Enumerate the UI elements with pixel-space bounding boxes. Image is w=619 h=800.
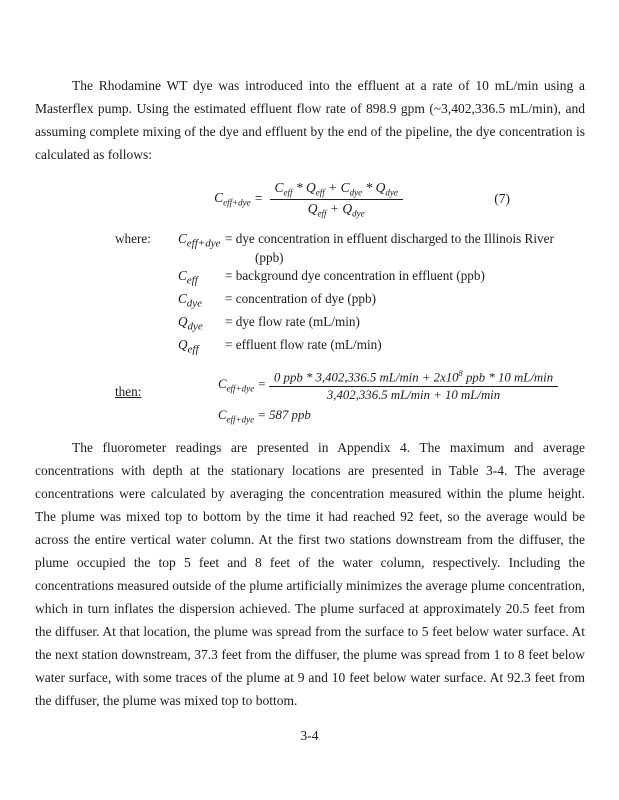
equation-7-expression <box>214 180 406 218</box>
definition: = dye concentration in effluent discharged to the Illinois River (ppb) <box>225 231 554 265</box>
then-numerator: 0 ppb * 3,402,336.5 $mL/\min + 2x10^8$ ppb * 10 mL/min <box>269 368 558 387</box>
equation-lhs: $C_{eff+dye}$ <box>214 190 251 208</box>
where-definitions <box>35 230 585 360</box>
where-entry <box>115 230 585 267</box>
then-calculation <box>35 368 585 425</box>
then-denominator: 3,402,336.5 mL/min + 10 mL/min <box>326 387 501 402</box>
where-entry <box>115 313 585 336</box>
definition: = effluent flow rate (mL/min) <box>225 337 382 353</box>
where-entry <box>115 267 585 290</box>
definition: = background dye concentration in effluent (ppb) <box>225 268 485 283</box>
equation-7 <box>35 174 585 224</box>
then-fraction <box>269 368 558 403</box>
equation-numerator: $C_{eff} * Q_{eff} + C_{dye} * Q_{dye}$ <box>270 180 403 200</box>
definition: = dye flow rate (mL/min) <box>225 314 360 330</box>
then-result-line: $C_{eff+dye} = 587$ ppb <box>218 407 311 425</box>
paragraph-fluorometer-results: The fluorometer readings are presented in Appendix 4. The maximum and average concentrations with depth at the stationary locations are presented in Table 3-4. The average concentrations were calculated by averaging the concentration measured within the plume height. The plume was mixed top to bottom by the time it had reached 92 feet, so the average would be across the entire vertical water column. At the first two stations downstream from the diffuser, the plume occupied the top 5 feet and 8 feet of the water column, respectively. Including the concentrations measured outside of the plume artificially minimizes the average plume concentration, which in turn inflates the dispersion achieved. The plume surfaced at approximately 20.5 feet from the diffuser. At that location, the plume was spread from the surface to 5 feet below water surface. At the next station downstream, 37.3 feet from the diffuser, the plume was spread from 1 to 8 feet below water surface, with some traces of the plume at 9 and 10 feet below water surface. At 92.3 feet from the diffuser, the plume was mixed top to bottom. <box>35 440 585 709</box>
symbol: $C_{eff+dye}$ <box>178 231 221 250</box>
where-label: where: <box>115 231 151 246</box>
symbol: $C_{dye}$ <box>178 291 203 310</box>
equals-sign: = <box>254 190 264 206</box>
equation-fraction <box>270 180 403 218</box>
page-content <box>35 74 585 712</box>
symbol: $Q_{dye}$ <box>178 314 203 333</box>
equation-number: (7) <box>494 191 510 206</box>
symbol: $C_{eff}$ <box>178 268 198 287</box>
then-equations <box>218 368 561 425</box>
symbol: $Q_{eff}$ <box>178 337 199 357</box>
paragraph-dye-introduction: The Rhodamine WT dye was introduced into the effluent at a rate of 10 mL/min using a Masterflex pump. Using the estimated effluent flow rate of 898.9 gpm (~3,402,336.5 mL/min), and assuming complete mixing of the dye and effluent by the end of the pipeline, the dye concentration is calculated as follows: <box>35 78 585 162</box>
where-entry <box>115 336 585 359</box>
definition: = concentration of dye (ppb) <box>225 291 376 307</box>
equation-denominator: $Q_{eff} + Q_{dye}$ <box>307 200 365 219</box>
where-entry <box>115 290 585 313</box>
then-fraction-line: $C_{eff+dye}$ = $\frac{0 ppb * 3,402,336.5 mL/\min + 2x10^8 ppb * 10 mL/\min}{3,402,336.5 mL/\min + 10 mL/\min}$ <box>218 368 561 403</box>
then-label: then: <box>115 383 142 399</box>
page-number: 3-4 <box>300 728 319 743</box>
